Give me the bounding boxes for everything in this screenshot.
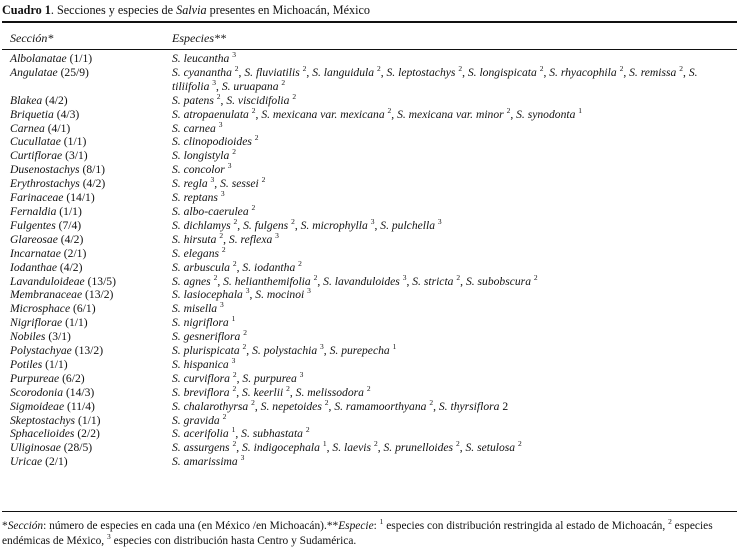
- distribution-code: 3: [232, 50, 236, 60]
- distribution-code: 3: [240, 453, 245, 463]
- section-count: (8/1): [82, 163, 106, 177]
- section-count: (28/5): [63, 441, 93, 455]
- table-row: [0, 52, 739, 66]
- distribution-code: 2: [243, 328, 247, 338]
- footnote-term-seccion: Sección: [7, 520, 44, 532]
- header-especies: Especies**: [172, 31, 226, 45]
- species-name: S. remissa: [629, 65, 677, 79]
- distribution-code: 2: [254, 133, 259, 143]
- species-cell: S. arbuscula $^2$, S. iodantha $^2$: [172, 258, 302, 274]
- header-rule: [2, 49, 737, 50]
- section-count: (14/3): [65, 385, 95, 399]
- section-cell: [0, 288, 172, 302]
- species-name: S. reptans: [172, 191, 218, 205]
- table-bottom-rule: [2, 511, 737, 512]
- section-count: (13/2): [85, 288, 114, 302]
- section-name: Fulgentes: [10, 218, 56, 232]
- species-cell: S. curviflora $^2$, S. purpurea $^3$: [172, 369, 304, 385]
- section-name: Microsphace: [10, 302, 71, 316]
- table-row: [0, 149, 739, 163]
- species-name: S. agnes: [172, 274, 211, 288]
- header-seccion: Sección*: [10, 31, 54, 45]
- species-name: S. melissodora: [295, 385, 364, 399]
- section-name: Nobiles: [10, 330, 46, 344]
- footnote-sup-3: 3: [107, 532, 111, 542]
- section-count: (6/2): [62, 371, 85, 385]
- species-name: S. nepetoides: [260, 399, 322, 413]
- distribution-code: 3: [210, 175, 215, 185]
- distribution-code: 1: [392, 342, 397, 352]
- section-count: (4/2): [45, 93, 68, 107]
- distribution-code: 3: [220, 300, 224, 310]
- distribution-code: 2: [455, 439, 460, 449]
- table-row: [0, 358, 739, 372]
- distribution-code: 3: [227, 161, 232, 171]
- section-count: (4/2): [59, 260, 83, 274]
- species-name: S. ramamoorthyana: [334, 399, 427, 413]
- table-row: [0, 219, 739, 233]
- species-name: S. atropaenulata: [172, 107, 249, 121]
- species-cell: [172, 302, 739, 316]
- distribution-code: 3: [245, 286, 250, 296]
- distribution-code: 2: [286, 383, 290, 393]
- species-name: S. purepecha: [329, 344, 390, 358]
- species-cell: [172, 330, 739, 344]
- species-name: S. nigriflora: [172, 316, 229, 330]
- section-cell: [0, 122, 172, 136]
- distribution-code: 2: [619, 64, 624, 74]
- distribution-code: 3: [218, 119, 223, 129]
- table-row: [0, 400, 739, 414]
- section-cell: [0, 205, 172, 219]
- distribution-code: 2: [298, 258, 302, 268]
- table-row: [0, 330, 739, 344]
- species-name: S. subhastata: [241, 427, 303, 441]
- distribution-code: 3: [299, 369, 304, 379]
- species-cell: S. acerifolia $^1$, S. subhastata $^2$: [172, 425, 310, 441]
- distribution-code: 1: [231, 314, 236, 324]
- species-name: S. albo-caerulea: [172, 204, 249, 218]
- section-count: (3/1): [48, 330, 71, 344]
- distribution-code: 2: [219, 230, 224, 240]
- section-name: Uliginosae: [10, 441, 61, 455]
- section-name: Scorodonia: [10, 385, 64, 399]
- footnote-sup-2: 2: [668, 517, 672, 527]
- species-cell: [172, 191, 739, 205]
- section-cell: [0, 455, 172, 469]
- species-cell: [172, 358, 739, 372]
- section-cell: [0, 66, 172, 94]
- table-row: [0, 302, 739, 316]
- species-name: S. longistyla: [172, 149, 230, 163]
- section-cell: [0, 261, 172, 275]
- distribution-code: 2: [302, 64, 307, 74]
- species-name: S. helianthemifolia: [223, 274, 311, 288]
- distribution-code: 2: [458, 64, 463, 74]
- section-count: (4/1): [47, 121, 71, 135]
- table-row: [0, 163, 739, 177]
- species-cell: S. breviflora $^2$, S. keerlii $^2$, S. melissodora $^2$: [172, 383, 371, 399]
- species-name: S. assurgens: [172, 441, 230, 455]
- species-name: S. gravida: [172, 413, 220, 427]
- species-name: S. misella: [172, 302, 218, 316]
- distribution-code: 1: [578, 105, 583, 115]
- distribution-code: 2: [216, 91, 221, 101]
- species-name: S. concolor: [172, 163, 225, 177]
- distribution-code: 2: [234, 64, 239, 74]
- distribution-code: 2: [429, 397, 434, 407]
- species-cell: [172, 135, 739, 149]
- section-cell: [0, 247, 172, 261]
- distribution-code: 2: [251, 203, 256, 213]
- section-name: Albolanatae: [10, 52, 67, 65]
- section-cell: [0, 427, 172, 441]
- species-name: S. chalarothyrsa: [172, 399, 249, 413]
- distribution-code: 2: [221, 244, 226, 254]
- distribution-code: 2: [232, 147, 236, 157]
- table-row: [0, 441, 739, 455]
- footnote-def-2: especies endémicas de México,: [2, 520, 713, 547]
- section-cell: [0, 135, 172, 149]
- section-cell: [0, 441, 172, 455]
- distribution-code: 2: [232, 439, 237, 449]
- species-name: S. breviflora: [172, 385, 230, 399]
- section-cell: [0, 358, 172, 372]
- section-count: (4/2): [60, 232, 84, 246]
- distribution-code: 2: [518, 439, 522, 449]
- species-name: S. cyanantha: [172, 65, 232, 79]
- species-table-body: [0, 52, 739, 469]
- section-name: Nigriflorae: [10, 316, 63, 330]
- distribution-code: 2: [533, 272, 538, 282]
- table-row: [0, 275, 739, 289]
- table-row: [0, 66, 739, 94]
- section-name: Purpureae: [10, 371, 60, 385]
- footnote-star1: *: [2, 520, 8, 532]
- section-cell: [0, 177, 172, 191]
- section-cell: [0, 302, 172, 316]
- species-cell: [172, 149, 739, 163]
- section-cell: [0, 316, 172, 330]
- section-count: (1/1): [59, 204, 82, 218]
- species-name: S. tiliifolia: [172, 65, 698, 93]
- distribution-code: 3: [275, 230, 279, 240]
- section-count: (1/1): [45, 357, 68, 371]
- distribution-code: 2: [222, 411, 227, 421]
- section-name: Lavanduloideae: [10, 274, 85, 288]
- distribution-code: 2: [261, 175, 266, 185]
- species-name: S. clinopodioides: [172, 135, 252, 149]
- species-name: S. viscidifolia: [226, 93, 290, 107]
- distribution-code: 1: [322, 439, 327, 449]
- species-name: S. leucantha: [172, 52, 230, 65]
- species-cell: S. regla $^3$, S. sessei $^2$: [172, 175, 266, 191]
- section-name: Curtiflorae: [10, 149, 63, 163]
- table-row: [0, 135, 739, 149]
- table-row: [0, 288, 739, 302]
- species-name: S. rhyacophila: [549, 65, 617, 79]
- section-count: (13/2): [74, 344, 104, 358]
- species-name: S. microphylla: [300, 218, 368, 232]
- distribution-code: 2: [373, 439, 378, 449]
- caption-text-post: presentes en Michoacán, México: [206, 3, 371, 17]
- section-cell: [0, 344, 172, 358]
- distribution-code: 2: [387, 105, 392, 115]
- species-name: S. stricta: [412, 274, 454, 288]
- species-cell: S. cyanantha $^2$, S. fluviatilis $^2$, S. languidula $^2$, S. leptostachys $^2$, S. longispicata $^2$, S. rhyacophila $^2$, S. remissa $^2$, S. tiliifolia $^3$, S. uruapana $^2$: [172, 64, 698, 93]
- caption-genus: Salvia: [176, 3, 207, 17]
- species-name: S. patens: [172, 93, 214, 107]
- table-row: [0, 414, 739, 428]
- species-name: S. mexicana var. mexicana: [261, 107, 385, 121]
- species-name: S. lasiocephala: [172, 288, 243, 302]
- table-footnote: [2, 519, 737, 549]
- section-count: (3/1): [65, 149, 88, 163]
- species-name: S. elegans: [172, 246, 220, 260]
- table-row: [0, 427, 739, 441]
- section-cell: [0, 233, 172, 247]
- species-name: S. plurispicata: [172, 344, 240, 358]
- section-count: (25/9): [60, 65, 89, 79]
- species-name: S. languidula: [312, 65, 375, 79]
- distribution-code: 2: [305, 425, 310, 435]
- species-name: S. pulchella: [380, 218, 436, 232]
- section-cell: [0, 330, 172, 344]
- section-name: Cucullatae: [10, 135, 61, 149]
- section-count: (11/4): [67, 399, 95, 413]
- distribution-code: 2: [539, 64, 544, 74]
- footnote-def-seccion: : número de especies en cada una (en México /en Michoacán).: [43, 520, 327, 532]
- section-name: Skeptostachys: [10, 413, 76, 427]
- species-cell: [172, 411, 739, 428]
- distribution-code: 3: [231, 356, 236, 366]
- distribution-code: 2: [232, 383, 237, 393]
- distribution-code: 2: [291, 217, 295, 227]
- species-cell: [172, 244, 739, 261]
- section-name: Fernaldia: [10, 204, 57, 218]
- section-cell: [0, 94, 172, 108]
- table-row: [0, 386, 739, 400]
- distribution-code: 2: [313, 272, 318, 282]
- distribution-code: 2: [232, 369, 237, 379]
- species-name: S. subobscura: [465, 274, 531, 288]
- distribution-code: 3: [370, 217, 375, 227]
- distribution-code: 2: [506, 105, 511, 115]
- species-name: S. thyrsiflora: [438, 399, 500, 413]
- section-count: (2/1): [45, 455, 68, 469]
- section-cell: [0, 219, 172, 233]
- section-name: Farinaceae: [10, 191, 64, 205]
- section-count: (1/1): [63, 135, 87, 149]
- table-row: [0, 233, 739, 247]
- section-name: Erythrostachys: [10, 177, 80, 191]
- distribution-code: 3: [212, 77, 217, 87]
- footnote-def-1: especies con distribución restringida al estado de Michoacán,: [383, 520, 669, 532]
- section-name: Membranaceae: [10, 288, 83, 302]
- species-name: S. longispicata: [467, 65, 537, 79]
- species-name: S. reflexa: [228, 232, 273, 246]
- distribution-code: 3: [437, 217, 442, 227]
- species-name: S. hirsuta: [172, 232, 217, 246]
- distribution-code: 2: [232, 258, 237, 268]
- section-name: Uricae: [10, 455, 43, 469]
- table-row: [0, 191, 739, 205]
- section-count: (4/3): [56, 107, 80, 121]
- distribution-code: 2: [456, 272, 461, 282]
- species-name: S. keerlii: [242, 385, 284, 399]
- species-name: S. acerifolia: [172, 427, 229, 441]
- table-row: [0, 261, 739, 275]
- footnote-star2: **: [326, 520, 339, 532]
- species-cell: [172, 316, 739, 330]
- section-count: (13/5): [87, 274, 116, 288]
- section-count: (6/1): [73, 302, 96, 316]
- section-name: Incarnatae: [10, 246, 61, 260]
- species-name: S. dichlamys: [172, 218, 231, 232]
- section-name: Potiles: [10, 357, 43, 371]
- caption-text-pre: . Secciones y especies de: [50, 3, 177, 17]
- section-count: (1/1): [65, 316, 88, 330]
- section-name: Dusenostachys: [10, 163, 80, 177]
- species-name: S. uruapana: [221, 79, 279, 93]
- species-table: [0, 52, 739, 469]
- distribution-code: 2: [213, 272, 218, 282]
- distribution-code: 3: [320, 342, 324, 352]
- species-name: S. fulgens: [243, 218, 289, 232]
- species-cell: S. dichlamys $^2$, S. fulgens $^2$, S. microphylla $^3$, S. pulchella $^3$: [172, 217, 442, 232]
- species-name: S. purpurea: [242, 371, 297, 385]
- species-name: S. mocinoi: [255, 288, 305, 302]
- species-cell: S. plurispicata $^2$, S. polystachia $^3$, S. purepecha $^1$: [172, 342, 397, 358]
- section-cell: [0, 414, 172, 428]
- table-row: [0, 177, 739, 191]
- section-name: Glareosae: [10, 232, 58, 246]
- species-cell: [172, 52, 739, 66]
- section-name: Iodanthae: [10, 260, 58, 274]
- distribution-code: 2: [679, 64, 684, 74]
- distribution-code: 2: [251, 105, 256, 115]
- distribution-code: 1: [231, 425, 236, 435]
- section-count: (14/1): [66, 191, 95, 205]
- section-name: Sphacelioides: [10, 427, 75, 441]
- section-name: Polystachyae: [10, 344, 72, 358]
- species-name: S. indigocephala: [242, 441, 320, 455]
- species-cell: S. atropaenulata $^2$, S. mexicana var. mexicana $^2$, S. mexicana var. minor $^2$, S. synodonta $^1$: [172, 105, 583, 121]
- species-name: S. prunelloides: [383, 441, 454, 455]
- footnote-def-3: especies con distribución hasta Centro y Sudamérica.: [110, 535, 357, 547]
- distribution-code: 3: [402, 272, 407, 282]
- table-row: [0, 247, 739, 261]
- section-cell: [0, 386, 172, 400]
- species-cell: [172, 455, 739, 469]
- section-cell: [0, 275, 172, 289]
- section-cell: [0, 149, 172, 163]
- distribution-code: 2: [281, 77, 286, 87]
- distribution-code: 2: [251, 397, 255, 407]
- table-row: [0, 122, 739, 136]
- species-name: S. synodonta: [516, 107, 576, 121]
- section-cell: [0, 191, 172, 205]
- footnote-sup-1: 1: [379, 517, 384, 527]
- species-cell: [172, 163, 739, 177]
- species-name: S. carnea: [172, 121, 216, 135]
- section-name: Sigmoideae: [10, 399, 65, 413]
- distribution-code: 2: [366, 383, 371, 393]
- species-name: S. sessei: [220, 177, 259, 191]
- species-name: S. arbuscula: [172, 260, 230, 274]
- section-name: Briquetia: [10, 107, 54, 121]
- distribution-code: 2: [242, 342, 247, 352]
- distribution-code: 2: [233, 217, 238, 227]
- distribution-code: 2: [324, 397, 329, 407]
- section-name: Angulatae: [10, 65, 58, 79]
- species-name: S. hispanica: [172, 357, 229, 371]
- distribution-code: 2: [376, 64, 381, 74]
- section-count: (7/4): [58, 218, 82, 232]
- section-cell: [0, 108, 172, 122]
- species-cell: S. patens $^2$, S. viscidifolia $^2$: [172, 91, 297, 107]
- species-name: S. polystachia: [252, 344, 318, 358]
- section-cell: [0, 163, 172, 177]
- section-name: Carnea: [10, 121, 45, 135]
- section-count: (4/2): [82, 177, 106, 191]
- table-row: [0, 344, 739, 358]
- species-cell: S. hirsuta $^2$, S. reflexa $^3$: [172, 230, 279, 246]
- species-cell: S. assurgens $^2$, S. indigocephala $^1$, S. laevis $^2$, S. prunelloides $^2$, S. setulosa $^2$: [172, 439, 522, 455]
- section-cell: [0, 400, 172, 414]
- caption-label: Cuadro 1: [2, 3, 51, 17]
- table-row: [0, 94, 739, 108]
- species-name: S. iodantha: [242, 260, 296, 274]
- section-cell: [0, 372, 172, 386]
- table-caption: [2, 3, 370, 18]
- species-name: S. laevis: [332, 441, 372, 455]
- table-row: [0, 455, 739, 469]
- species-name: S. regla: [172, 177, 208, 191]
- distribution-code: 3: [220, 189, 225, 199]
- distribution-code: 2: [292, 91, 297, 101]
- species-cell: S. lasiocephala $^3$, S. mocinoi $^3$: [172, 286, 311, 302]
- species-cell: S. agnes $^2$, S. helianthemifolia $^2$, S. lavanduloides $^3$, S. stricta $^2$, S. subobscura $^2$: [172, 272, 538, 288]
- footnote-def-especie: :: [373, 520, 380, 532]
- table-row: [0, 205, 739, 219]
- species-name: S. curviflora: [172, 371, 230, 385]
- table-top-rule: [2, 21, 737, 23]
- section-count: (2/1): [63, 246, 87, 260]
- section-count: (2/2): [77, 427, 100, 441]
- footnote-term-especie: Especie: [338, 520, 374, 532]
- distribution-code: 2: [502, 399, 509, 413]
- species-name: S. leptostachys: [386, 65, 456, 79]
- distribution-code: 3: [307, 286, 311, 296]
- section-cell: [0, 52, 172, 66]
- species-name: S. mexicana var. minor: [397, 107, 504, 121]
- species-name: S. gesneriflora: [172, 330, 241, 344]
- species-cell: S. chalarothyrsa $^2$, S. nepetoides $^2$, S. ramamoorthyana $^2$, S. thyrsiflora 2: [172, 397, 509, 413]
- species-name: S. setulosa: [465, 441, 516, 455]
- species-cell: [172, 205, 739, 219]
- species-name: S. lavanduloides: [323, 274, 400, 288]
- table-row: [0, 108, 739, 122]
- table-row: [0, 316, 739, 330]
- species-name: S. amarissima: [172, 455, 238, 469]
- section-count: (1/1): [77, 413, 101, 427]
- section-name: Blakea: [10, 93, 43, 107]
- species-name: S. fluviatilis: [244, 65, 300, 79]
- section-count: (1/1): [69, 52, 93, 65]
